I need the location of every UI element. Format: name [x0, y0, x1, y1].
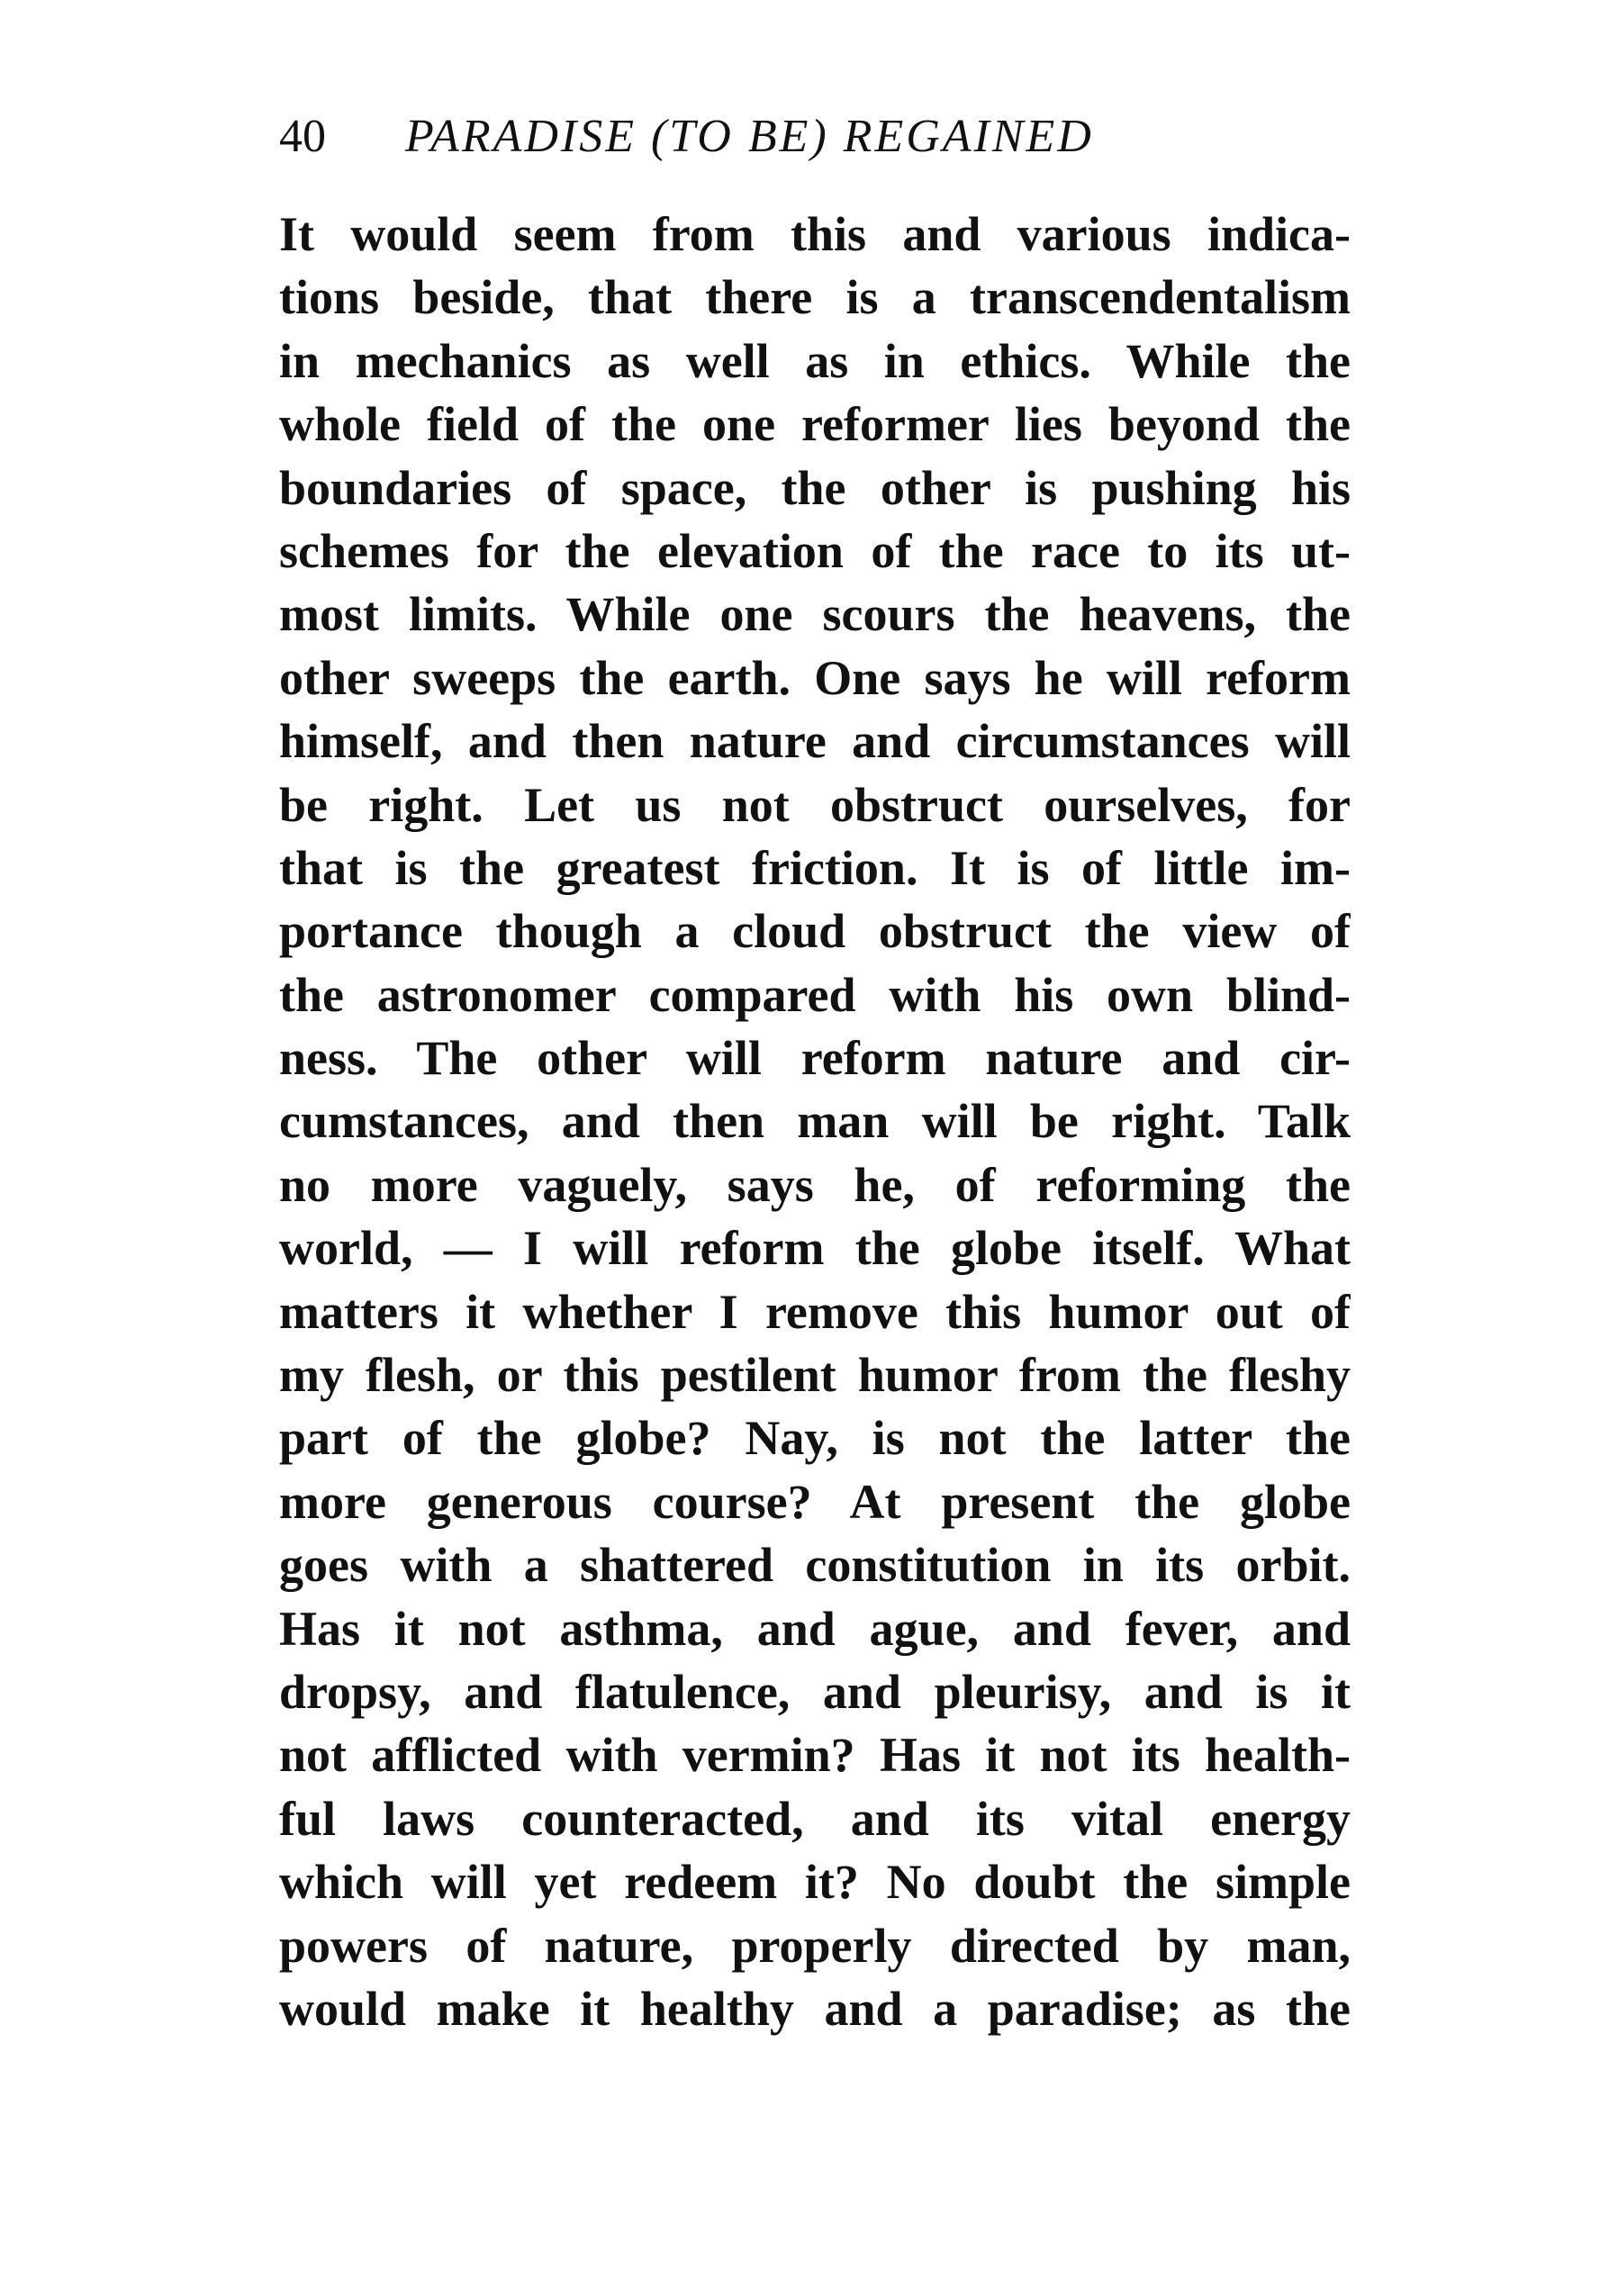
text-line: most limits. While one scours the heavens, the	[279, 587, 1351, 642]
text-line: be right. Let us not obstruct ourselves, for	[279, 777, 1351, 832]
text-line: more generous course? At present the globe	[279, 1474, 1351, 1529]
text-line: world, — I will reform the globe itself. What	[279, 1221, 1351, 1276]
text-line: schemes for the elevation of the race to its ut-	[279, 523, 1351, 578]
text-line: that is the greatest friction. It is of little im-	[279, 840, 1351, 895]
text-line: no more vaguely, says he, of reforming the	[279, 1157, 1351, 1212]
text-line: dropsy, and flatulence, and pleurisy, and is it	[279, 1664, 1351, 1719]
text-line: himself, and then nature and circumstances will	[279, 714, 1351, 769]
body-text	[279, 203, 1351, 2040]
text-line: the astronomer compared with his own blind-	[279, 967, 1351, 1022]
text-line: my flesh, or this pestilent humor from the fleshy	[279, 1348, 1351, 1403]
text-line: not afflicted with vermin? Has it not its health-	[279, 1728, 1351, 1783]
text-line: cumstances, and then man will be right. Talk	[279, 1094, 1351, 1149]
page-number: 40	[279, 111, 326, 162]
text-line: portance though a cloud obstruct the view of	[279, 904, 1351, 959]
running-head	[279, 101, 1360, 173]
text-line: in mechanics as well as in ethics. While the	[279, 333, 1351, 388]
text-line: whole field of the one reformer lies beyond the	[279, 397, 1351, 452]
text-line: which will yet redeem it? No doubt the simple	[279, 1855, 1351, 1910]
text-line: matters it whether I remove this humor out of	[279, 1284, 1351, 1339]
text-line: would make it healthy and a paradise; as the	[279, 1981, 1351, 2036]
text-line: boundaries of space, the other is pushing his	[279, 460, 1351, 515]
text-line: ful laws counteracted, and its vital energy	[279, 1791, 1351, 1846]
text-line: ness. The other will reform nature and cir-	[279, 1031, 1351, 1086]
text-line: It would seem from this and various indica-	[279, 207, 1351, 261]
text-line: goes with a shattered constitution in its orbit.	[279, 1538, 1351, 1593]
text-line: powers of nature, properly directed by man,	[279, 1918, 1351, 1973]
text-line: Has it not asthma, and ague, and fever, and	[279, 1601, 1351, 1656]
running-title: PARADISE (TO BE) REGAINED	[405, 111, 1094, 162]
text-line: tions beside, that there is a transcendentalism	[279, 270, 1351, 325]
text-line: other sweeps the earth. One says he will reform	[279, 650, 1351, 705]
text-line: part of the globe? Nay, is not the latter the	[279, 1411, 1351, 1466]
